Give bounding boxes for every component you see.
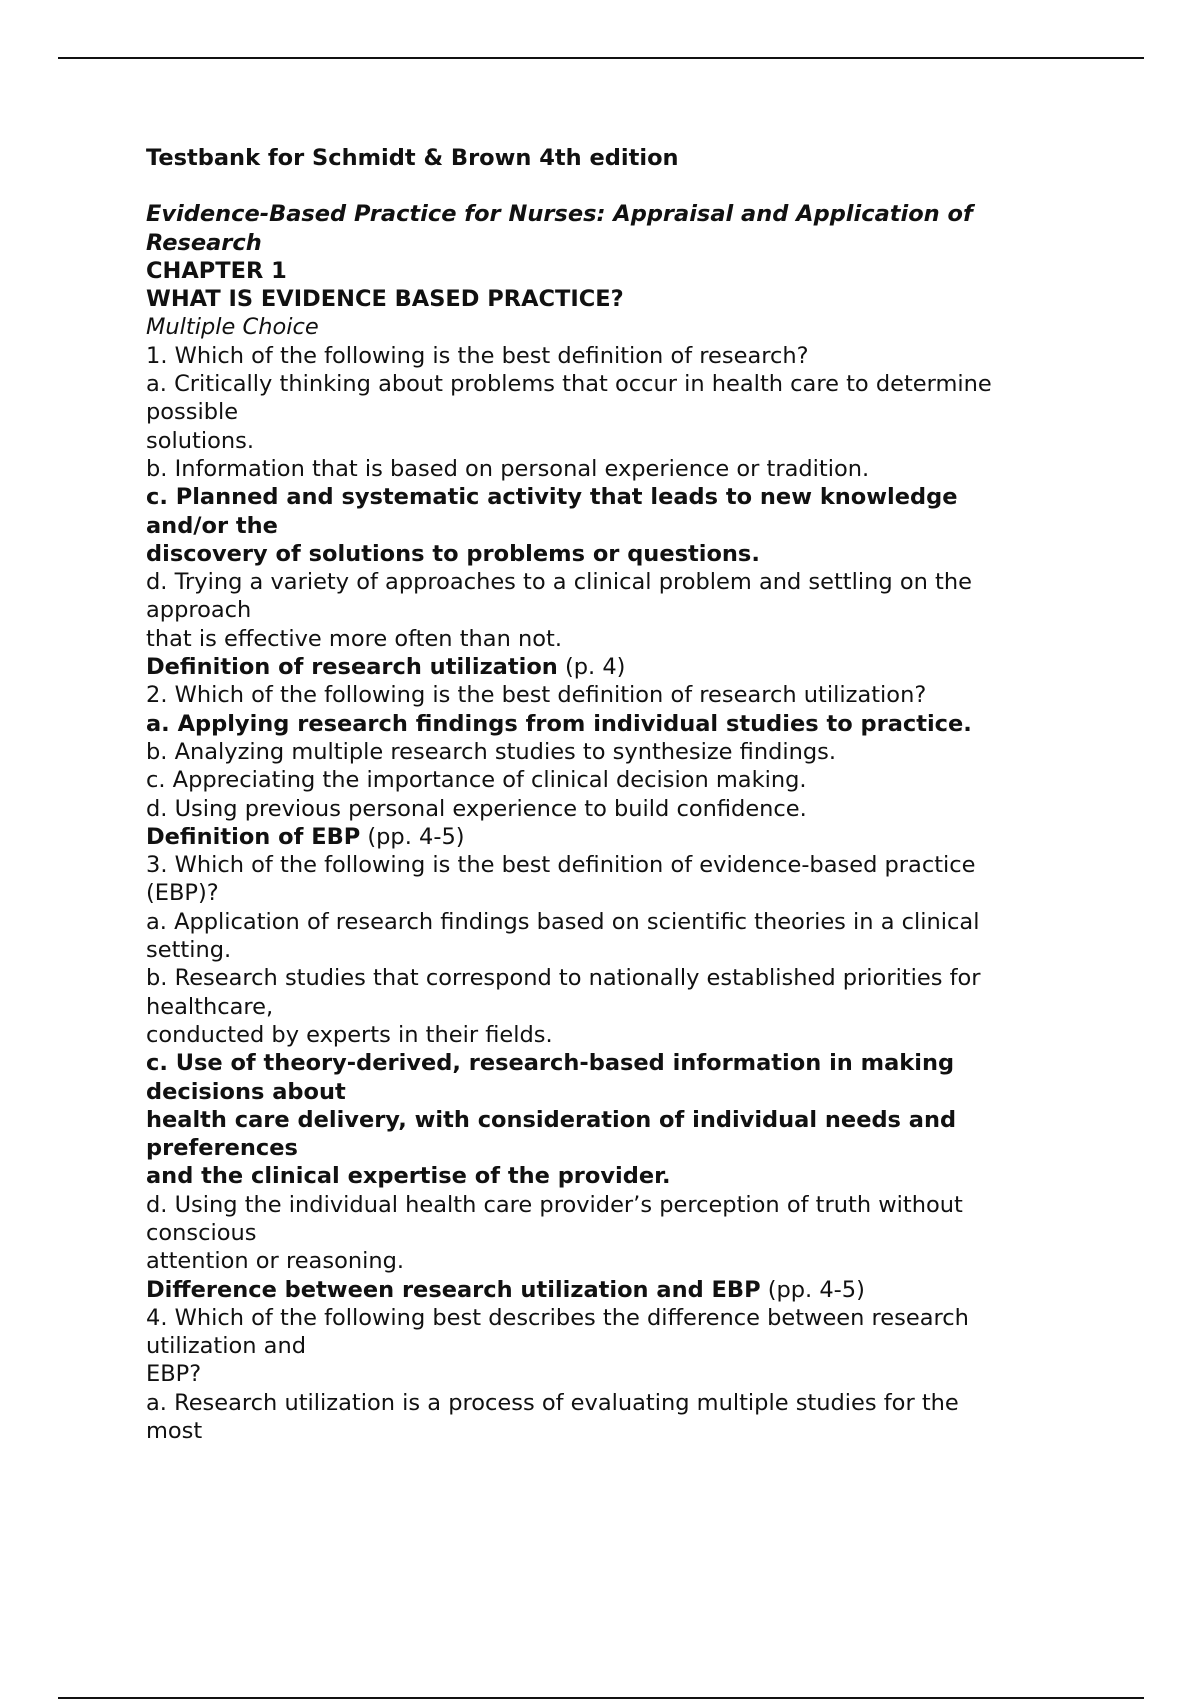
option-line: healthcare, bbox=[146, 993, 274, 1020]
topic-label: Definition of EBP bbox=[146, 823, 361, 850]
option-a bbox=[146, 370, 1066, 455]
option-line: most bbox=[146, 1418, 203, 1445]
option-line: d. Using previous personal experience to build confidence. bbox=[146, 795, 807, 822]
option-line: a. Research utilization is a process of evaluating multiple studies for the bbox=[146, 1389, 959, 1416]
page-reference: (p. 4) bbox=[564, 654, 626, 681]
option-line: decisions about bbox=[146, 1078, 346, 1105]
question-stem: 2. Which of the following is the best definition of research utilization? bbox=[146, 682, 927, 709]
option-c-correct bbox=[146, 483, 1066, 568]
option-line: conscious bbox=[146, 1219, 257, 1246]
question-4 bbox=[146, 1304, 1066, 1445]
option-line: and the clinical expertise of the provider. bbox=[146, 1163, 671, 1190]
option-line: b. Research studies that correspond to nationally established priorities for bbox=[146, 965, 981, 992]
option-c-correct bbox=[146, 1049, 1066, 1190]
question-stem: 3. Which of the following is the best definition of evidence-based practice bbox=[146, 852, 976, 879]
option-line: approach bbox=[146, 597, 252, 624]
option-line: d. Trying a variety of approaches to a clinical problem and settling on the bbox=[146, 569, 972, 596]
option-line: possible bbox=[146, 399, 239, 426]
option-line: attention or reasoning. bbox=[146, 1248, 405, 1275]
topic-reference bbox=[146, 653, 1066, 681]
option-d bbox=[146, 568, 1066, 653]
option-a bbox=[146, 1389, 1066, 1446]
question-stem: 4. Which of the following best describes the difference between research bbox=[146, 1304, 969, 1331]
question-stem: (EBP)? bbox=[146, 880, 219, 907]
option-line: b. Information that is based on personal experience or tradition. bbox=[146, 455, 870, 482]
option-line: preferences bbox=[146, 1135, 298, 1162]
option-a bbox=[146, 908, 1066, 965]
option-line: that is effective more often than not. bbox=[146, 625, 562, 652]
option-line: and/or the bbox=[146, 512, 278, 539]
section-label: Multiple Choice bbox=[146, 314, 319, 341]
topic-reference bbox=[146, 1276, 1066, 1304]
topic-reference bbox=[146, 823, 1066, 851]
topic-label: Definition of research utilization bbox=[146, 654, 558, 681]
option-line: conducted by experts in their fields. bbox=[146, 1021, 553, 1048]
option-c bbox=[146, 766, 1066, 794]
question-stem: 1. Which of the following is the best definition of research? bbox=[146, 342, 809, 369]
bottom-rule bbox=[58, 1697, 1144, 1699]
option-b bbox=[146, 964, 1066, 1049]
chapter-title: WHAT IS EVIDENCE BASED PRACTICE? bbox=[146, 286, 624, 313]
option-line: c. Use of theory-derived, research-based information in making bbox=[146, 1050, 955, 1077]
option-line: a. Applying research findings from individual studies to practice. bbox=[146, 710, 972, 737]
book-title-line-1: Evidence-Based Practice for Nurses: Appraisal and Application of bbox=[146, 201, 973, 228]
option-b bbox=[146, 455, 1066, 483]
document-title: Testbank for Schmidt & Brown 4th edition bbox=[146, 145, 679, 171]
option-line: b. Analyzing multiple research studies to synthesize findings. bbox=[146, 738, 837, 765]
page-reference: (pp. 4-5) bbox=[367, 823, 465, 850]
option-line: c. Appreciating the importance of clinical decision making. bbox=[146, 767, 807, 794]
book-title-line-2: Research bbox=[146, 229, 262, 256]
document-body bbox=[146, 144, 1066, 1445]
question-1 bbox=[146, 342, 1066, 682]
option-line: a. Application of research findings based on scientific theories in a clinical bbox=[146, 908, 980, 935]
option-a-correct bbox=[146, 710, 1066, 738]
topic-label: Difference between research utilization and EBP bbox=[146, 1276, 761, 1303]
chapter-number: CHAPTER 1 bbox=[146, 257, 287, 284]
option-d bbox=[146, 1191, 1066, 1276]
option-line: setting. bbox=[146, 937, 232, 964]
option-line: a. Critically thinking about problems that occur in health care to determine bbox=[146, 371, 992, 398]
option-line: d. Using the individual health care provider’s perception of truth without bbox=[146, 1191, 963, 1218]
option-b bbox=[146, 738, 1066, 766]
option-line: health care delivery, with consideration of individual needs and bbox=[146, 1106, 957, 1133]
option-d bbox=[146, 795, 1066, 823]
question-2 bbox=[146, 681, 1066, 851]
option-line: c. Planned and systematic activity that leads to new knowledge bbox=[146, 484, 958, 511]
page-reference: (pp. 4-5) bbox=[767, 1276, 865, 1303]
top-rule bbox=[58, 57, 1144, 59]
option-line: discovery of solutions to problems or questions. bbox=[146, 540, 760, 567]
question-stem: utilization and bbox=[146, 1333, 307, 1360]
question-3 bbox=[146, 851, 1066, 1304]
question-stem: EBP? bbox=[146, 1361, 202, 1388]
option-line: solutions. bbox=[146, 427, 254, 454]
